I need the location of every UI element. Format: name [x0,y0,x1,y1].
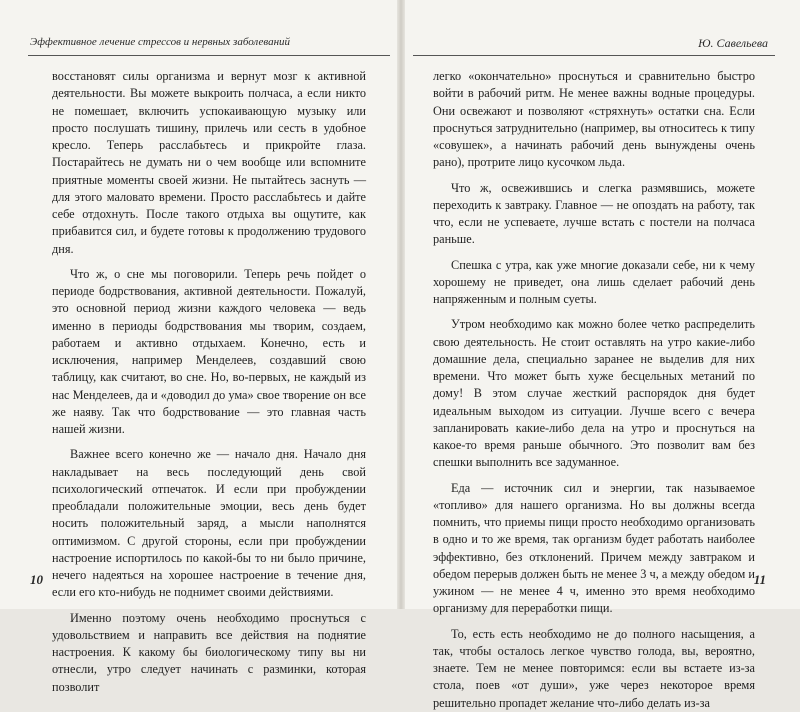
paragraph: Спешка с утра, как уже многие доказали себе, ни к чему хорошему не приведет, она лишь сделает рабочий день напряженным и полным суеты. [433,257,755,306]
header-rule-left [28,55,390,56]
page-number-left: 10 [30,572,43,587]
running-head-left: Эффективное лечение стрессов и нервных заболеваний [30,36,291,48]
left-page-body [52,68,366,696]
paragraph: То, есть есть необходимо не до полного насыщения, а так, чтобы осталось легкое чувство голода, вы, вероятно, знаете. Тем не менее повторимся: если вы встаете из-за стола, поев «от души», уже через некоторое время решительно пропадет желание что-либо делать из-за [433,626,755,710]
paragraph: восстановят силы организма и вернут мозг к активной деятельности. Вы можете выкроить полчаса, а если никто не помешает, включить успокаивающую музыку или просто послушать тишину, прилечь или сесть в удобное кресло. Теперь расслабьтесь и прикройте глаза. Постарайтесь не думать ни о чем вообще или вспомните приятные моменты своей жизни. Не пытайтесь заснуть — для этого маловато времени. Просто расслабьтесь и дайте себе отдохнуть. После такого отдыха вы ощутите, как прибавится сил, и будете готовы к продолжению трудового дня. [52,69,366,256]
paragraph: Именно поэтому очень необходимо проснуться с удовольствием и направить все действия на поднятие настроения. К какому бы биологическому типу вы ни отнесли, утро следует начинать с разминки, которая позволит [52,610,366,694]
running-head-right: Ю. Савельева [698,36,768,50]
paragraph: Что ж, освежившись и слегка размявшись, можете переходить к завтраку. Главное — не опоздать на работу, так что, если не успеваете, лучше встать с постели на полчаса раньше. [433,180,755,247]
page-number-right: 11 [753,572,766,587]
paragraph: Еда — источник сил и энергии, так называемое «топливо» для нашего организма. Но вы должны всегда помнить, что приемы пищи просто необходимо организовать в одно и то же время, так организм будет работать наиболее эффективно, без отклонений. Причем между завтраком и обедом перерыв должен быть не менее 3 ч, а между обедом и ужином — не менее 4 ч, именно это время необходимо организму для переработки пищи. [433,480,755,616]
book-gutter [397,0,405,609]
paragraph: Что ж, о сне мы поговорили. Теперь речь пойдет о периоде бодрствования, активной деятельности. Пожалуй, это основной период жизни каждого человека — ведь именно в периоды бодрствования мы творим, создаем, работаем и активно отдыхаем. Конечно, есть и исключения, например Менделеев, создавший свою таблицу, как считают, во сне. Но, во-первых, не каждый из нас Менделеев, да и «доводил до ума» свое творение он все же наяву. Так что бодрствование — это главная часть нашей жизни. [52,266,366,436]
paragraph: легко «окончательно» проснуться и сравнительно быстро войти в рабочий ритм. Не менее важны водные процедуры. Они освежают и позволяют «стряхнуть» остатки сна. Если проснуться затруднительно (например, вы относитесь к типу «совушек», а начинать рабочий день вынуждены очень рано), протрите лицо кусочком льда. [433,69,755,170]
right-page [405,0,800,710]
header-rule-right [413,55,775,56]
paragraph: Утром необходимо как можно более четко распределить свою деятельность. Не стоит оставлять на утро какие-либо домашние дела, специально заранее не выделив для них времени. Что может быть хуже бесцельных метаний по дому! В этом случае жесткий распорядок дня будет идеальным выходом из ситуации. Лучше всего с вечера запланировать какие-либо дела на утро и проснуться на какое-то время раньше обычного. Это позволит вам без спешки выполнить все задуманное. [433,317,755,470]
left-page [0,0,398,694]
right-page-body [433,68,755,712]
paragraph: Важнее всего конечно же — начало дня. Начало дня накладывает на весь последующий день свой психологический отпечаток. И если при пробуждении преобладали положительные эмоции, весь день будет носить положительный заряд, а мысли наполнятся оптимизмом. С другой стороны, если при пробуждении настроение испортилось по какой-бы то ни было причине, нечего надеяться на хорошее настроение в течение дня, если его кто-нибудь не поднимет своими действиями. [52,447,366,600]
